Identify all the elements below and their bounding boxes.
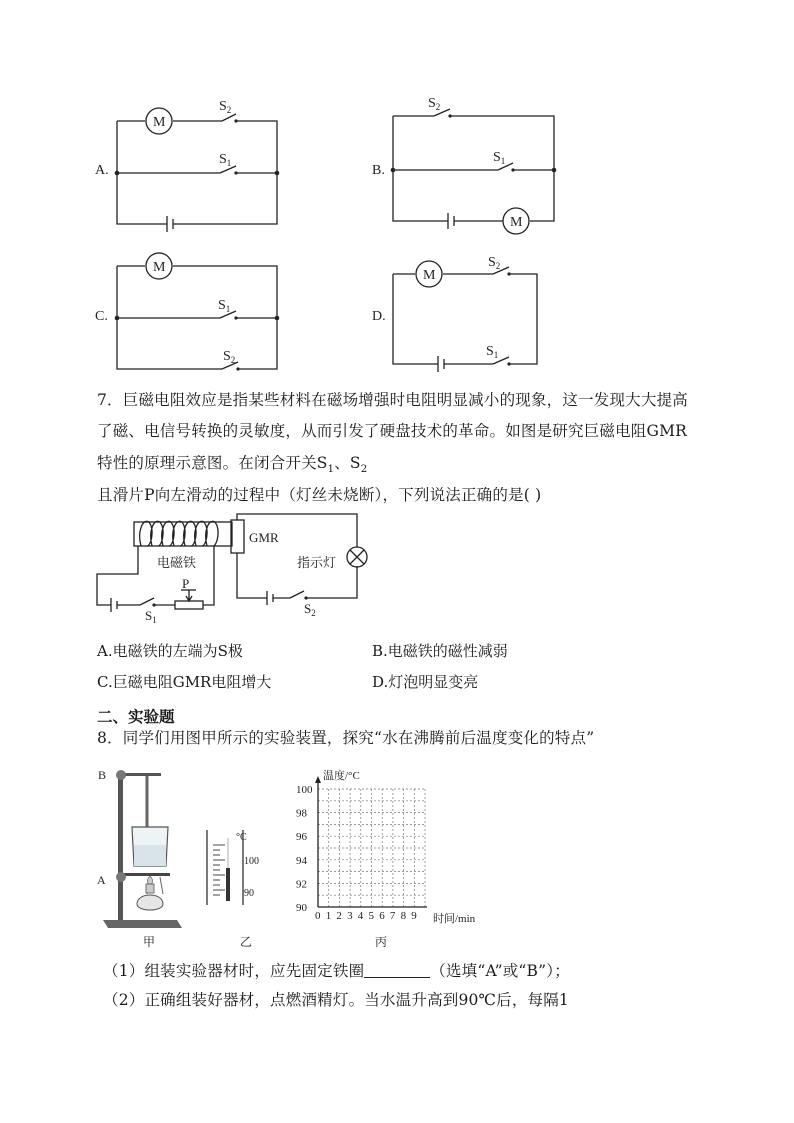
answer-blank[interactable] (364, 963, 430, 978)
svg-text:100: 100 (244, 856, 259, 867)
motor-label: M (153, 115, 166, 130)
svg-text:°C: °C (236, 832, 247, 843)
svg-text:M: M (510, 215, 523, 230)
svg-text:S2: $S_2$ (304, 601, 316, 618)
svg-text:GMR: GMR (249, 530, 279, 545)
x-tick-label: 2 (336, 910, 342, 922)
y-tick-label: 94 (296, 854, 307, 867)
q8-stem: 8．同学们用图甲所示的实验装置，探究“水在沸腾前后温度变化的特点” (97, 729, 595, 747)
choice-b[interactable]: B.电磁铁的磁性减弱 (372, 642, 508, 660)
q7-line-2: 了磁、电信号转换的灵敏度，从而引发了硬盘技术的革命。如图是研究巨磁电阻GMR (97, 422, 688, 440)
q7-line-3: 特性的原理示意图。在闭合开关$S_1$、$S_2$ (97, 454, 368, 476)
x-tick-label: 8 (400, 910, 407, 922)
svg-text:S2: $S_2$ (428, 96, 441, 112)
svg-text:M: M (153, 260, 166, 275)
q7-line-1: 7．巨磁电阻效应是指某些材料在磁场增强时电阻明显减小的现象，这一发现大大提高 (97, 391, 688, 409)
graph-y-axis-label: 温度/°C (323, 770, 360, 782)
circuit-a-label: A. (95, 163, 109, 178)
svg-text:S2: $S_2$ (488, 255, 501, 271)
electromagnet-label: 电磁铁 (157, 555, 197, 570)
svg-text:S1: $S_1$ (486, 344, 499, 360)
y-tick-label: 98 (296, 807, 307, 820)
section-heading: 二、实验题 (97, 707, 175, 726)
x-tick-label: 9 (411, 910, 417, 922)
x-tick-label: 3 (347, 910, 353, 922)
svg-text:B: B (98, 768, 107, 782)
svg-text:S1: $S_1$ (219, 152, 232, 168)
circuit-d-label: D. (372, 309, 386, 324)
x-tick-label: 7 (389, 910, 396, 922)
svg-text:甲: 甲 (143, 935, 156, 949)
svg-text:丙: 丙 (375, 935, 388, 949)
svg-text:P: P (182, 576, 190, 591)
svg-text:90: 90 (244, 888, 254, 899)
y-tick-label: 100 (296, 784, 313, 796)
y-tick-label: 92 (296, 878, 307, 891)
circuit-c-label: C. (95, 309, 108, 324)
q8-part-2: （2）正确组装好器材，点燃酒精灯。当水温升高到90℃后，每隔1 (103, 991, 569, 1009)
svg-text:S2: $S_2$ (219, 99, 232, 115)
q8-part-1: （1）组装实验器材时，应先固定铁圈 （选填“A”或“B”）； (103, 962, 570, 980)
y-tick-label: 90 (296, 902, 307, 914)
svg-text:S1: $S_1$ (493, 150, 506, 166)
x-tick-label: 1 (325, 910, 332, 922)
choice-d[interactable]: D.灯泡明显变亮 (372, 673, 479, 691)
x-tick-label: 0 (315, 910, 321, 922)
choice-c[interactable]: C.巨磁电阻GMR电阻增大 (97, 673, 272, 691)
svg-text:M: M (423, 268, 436, 283)
svg-text:乙: 乙 (240, 935, 253, 949)
choice-a[interactable]: A.电磁铁的左端为S极 (97, 642, 243, 660)
x-tick-label: 5 (368, 910, 374, 922)
graph-x-axis-label: 时间/min (433, 913, 476, 925)
y-tick-label: 96 (296, 831, 307, 844)
x-tick-label: 6 (379, 910, 385, 922)
svg-text:A: A (97, 873, 106, 887)
svg-text:S1: $S_1$ (218, 298, 231, 314)
x-tick-label: 4 (357, 910, 364, 922)
q7-line-4: 且滑片P向左滑动的过程中（灯丝未烧断），下列说法正确的是( ) (97, 486, 542, 504)
svg-text:S2: $S_2$ (223, 349, 236, 365)
svg-text:S1: $S_1$ (145, 608, 157, 625)
indicator-lamp-label: 指示灯 (297, 555, 337, 570)
circuit-b-label: B. (372, 163, 385, 178)
